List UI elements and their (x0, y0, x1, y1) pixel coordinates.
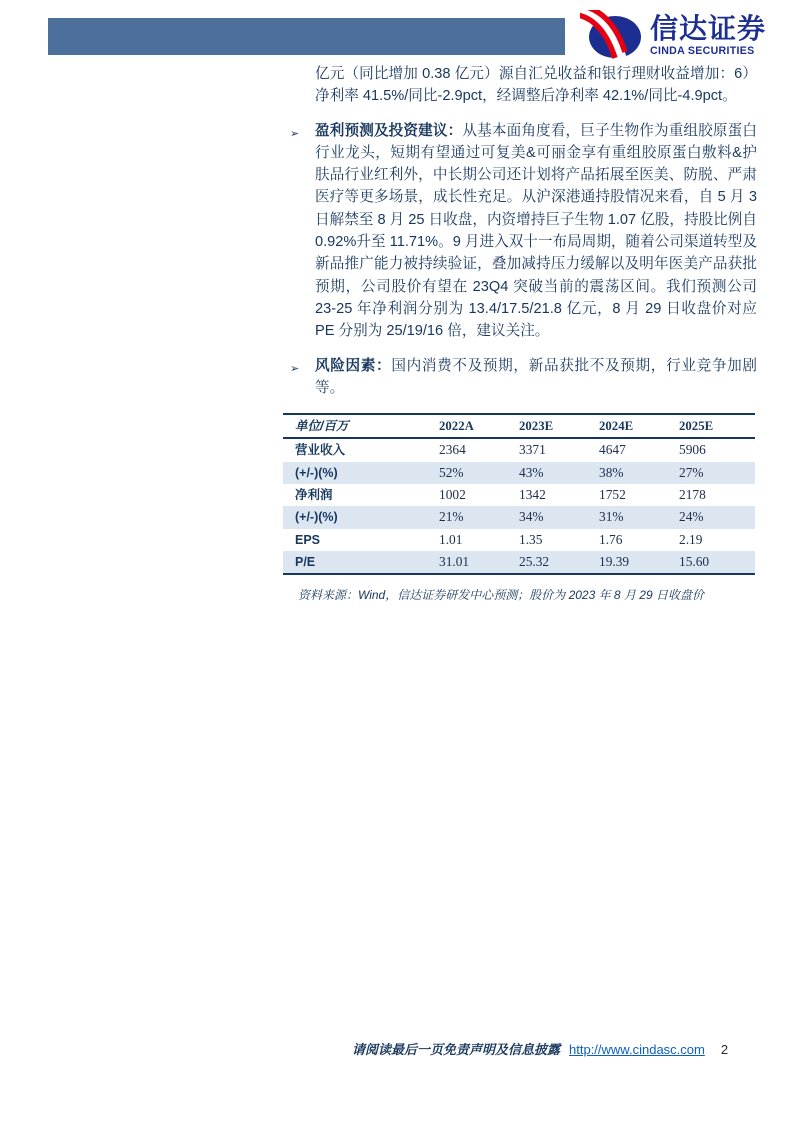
value-cell: 34% (519, 509, 544, 525)
bullet-label: 风险因素： (315, 357, 392, 374)
report-body (290, 63, 757, 607)
value-cell: 25.32 (519, 553, 550, 569)
value-cell: 31% (599, 509, 624, 525)
value-cell: 3371 (519, 442, 546, 458)
value-cell: 1002 (439, 487, 466, 503)
table-row (283, 506, 755, 528)
value-cell: 2.19 (679, 531, 703, 547)
value-cell: 2364 (439, 442, 466, 458)
row-label-cell: EPS (295, 532, 321, 547)
unit-header-cell: 单位/百万 (283, 414, 437, 438)
bullet-text-block (315, 120, 757, 343)
logo-cn-text: 信达证券 (650, 12, 767, 44)
paragraph-continuation: 亿元（同比增加 0.38 亿元）源自汇兑收益和银行理财收益增加：6）净利率 41.5%/同比-2.9pct，经调整后净利率 42.1%/同比-4.9pct。 (315, 66, 757, 105)
site-link[interactable]: http://www.cindasc.com (569, 1042, 705, 1057)
row-label-cell: (+/-)(%) (295, 510, 338, 525)
bullet-risk-factors (290, 355, 757, 400)
disclaimer-text: 请阅读最后一页免责声明及信息披露 (352, 1042, 561, 1057)
year-header-cell: 2025E (677, 414, 755, 438)
value-cell: 2178 (679, 487, 706, 503)
bullet-text-block (315, 355, 757, 400)
year-header-cell: 2022A (437, 414, 517, 438)
brand-logo (580, 10, 766, 60)
bullet-profit-forecast (290, 120, 757, 343)
value-cell: 1342 (519, 487, 546, 503)
year-header-cell: 2024E (597, 414, 677, 438)
row-label-cell: 营业收入 (295, 443, 346, 458)
value-cell: 1.01 (439, 531, 463, 547)
value-cell: 15.60 (679, 553, 710, 569)
financials-table (283, 413, 755, 575)
bullet-body: 国内消费不及预期，新品获批不及预期，行业竞争加剧等。 (315, 357, 757, 396)
bullet-body: 从基本面角度看，巨子生物作为重组胶原蛋白行业龙头，短期有望通过可复美&可丽金享有重组胶原蛋白敷料&护肤品行业红利外，中长期公司还计划将产品拓展至医美、防脱、严肃医疗等更多场景，成长性充足。从沪深港通持股情况来看，自 5 月 3 日解禁至 8 月 25 日收盘，内资增持巨子生物 1.07 亿股，持股比例自 0.92%升至 11.71%。9 月进入双十一布局周期，随着公司渠道转型及新品推广能力被持续验证，叠加减持压力缓解以及明年医美产品获批预期，公司股价有望在 23Q4 突破当前的震荡区间。我们预测公司 23-25 年净利润分别为 13.4/17.5/21.8 亿元，8 月 29 日收盘价对应 PE 分别为 25/19/16 倍，建议关注。 (315, 122, 757, 340)
logo-en-text: CINDA SECURITIES (650, 44, 755, 57)
brand-words (650, 14, 766, 57)
value-cell: 43% (519, 464, 544, 480)
row-label-cell: (+/-)(%) (295, 465, 338, 480)
page-footer (352, 1039, 728, 1058)
value-cell: 1.35 (519, 531, 543, 547)
row-label-cell: 净利润 (295, 488, 333, 503)
value-cell: 1.76 (599, 531, 623, 547)
value-cell: 4647 (599, 442, 626, 458)
bullet-arrow-icon: ➢ (290, 126, 300, 140)
table-header-row (283, 414, 755, 438)
value-cell: 38% (599, 464, 624, 480)
table-row (283, 438, 755, 461)
bullet-label: 盈利预测及投资建议： (315, 122, 463, 139)
value-cell: 27% (679, 464, 704, 480)
value-cell: 21% (439, 509, 464, 525)
page-number: 2 (720, 1042, 729, 1057)
bullet-arrow-icon: ➢ (290, 361, 300, 375)
cinda-logo-icon (580, 10, 644, 60)
value-cell: 31.01 (439, 553, 470, 569)
table-row (283, 529, 755, 551)
header-bar (48, 18, 565, 55)
row-label-cell: P/E (295, 554, 316, 569)
table-row (283, 551, 755, 574)
table-row (283, 462, 755, 484)
value-cell: 52% (439, 464, 464, 480)
source-note: 资料来源：Wind，信达证券研发中心预测；股价为 2023 年 8 月 29 日收盘价 (298, 588, 704, 603)
value-cell: 1752 (599, 487, 626, 503)
value-cell: 19.39 (599, 553, 630, 569)
year-header-cell: 2023E (517, 414, 597, 438)
table-row (283, 484, 755, 506)
value-cell: 5906 (679, 442, 706, 458)
value-cell: 24% (679, 509, 704, 525)
